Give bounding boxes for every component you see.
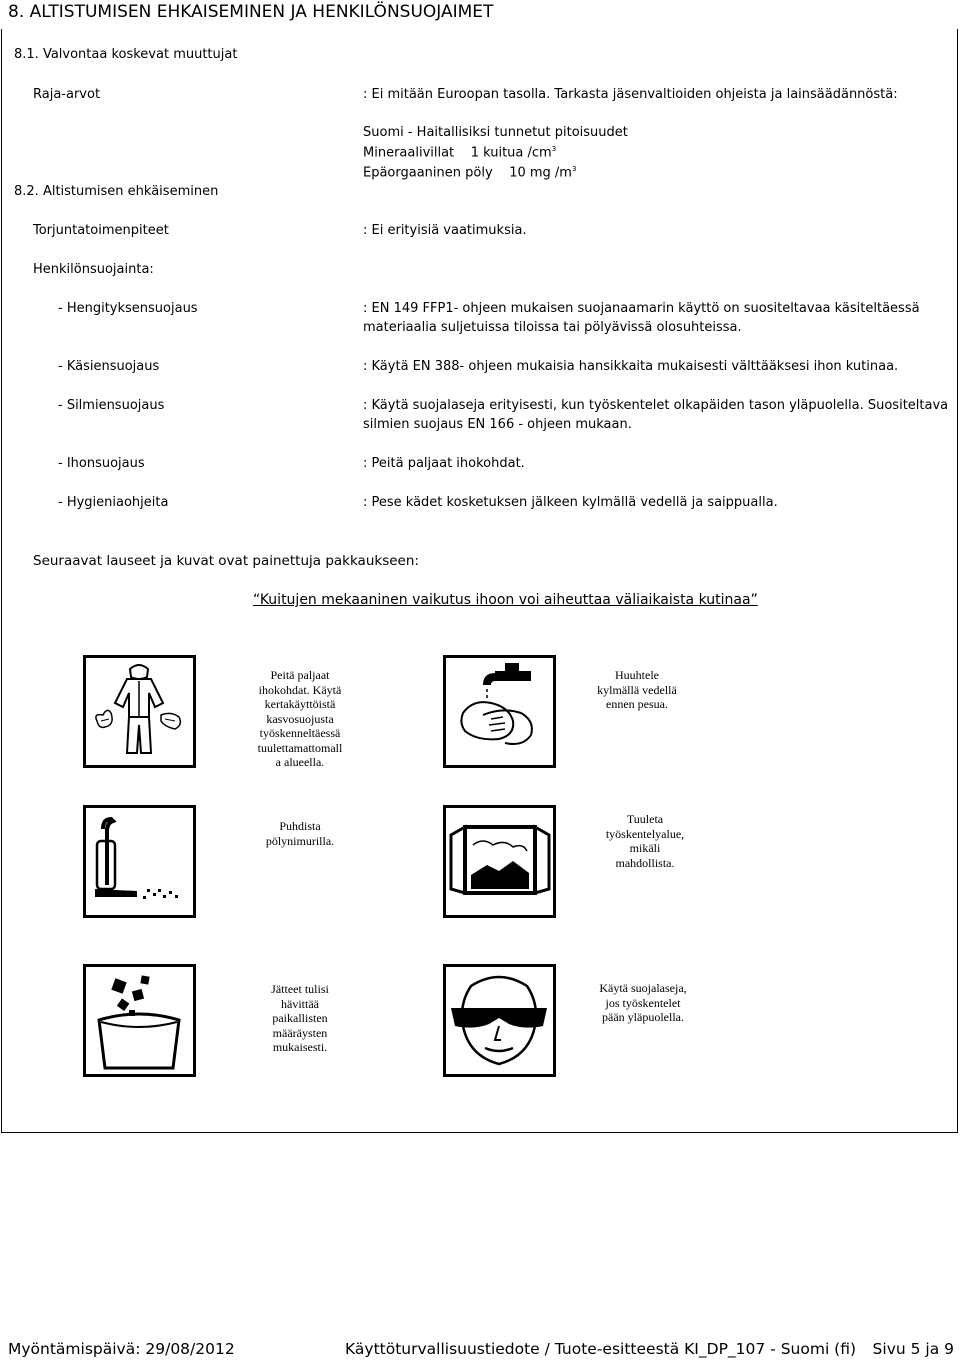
inorganic-dust-sup: 3 (571, 165, 577, 173)
vacuum-cleaner-icon (83, 805, 196, 918)
caption-line: kertakäyttöistä (264, 697, 336, 711)
open-window-icon (443, 805, 556, 918)
safety-goggles-icon (443, 964, 556, 1077)
caption-line: Käytä suojalaseja, (599, 981, 687, 995)
caption-line: mukaisesti. (272, 1040, 328, 1054)
caption-line: Peitä paljaat (270, 668, 330, 682)
caption-line: Huuhtele (615, 668, 659, 682)
caption-line: mikäli (629, 841, 661, 855)
hygiene-label: - Hygieniaohjeita (58, 495, 169, 510)
caption-line: pään yläpuolella. (602, 1010, 684, 1024)
inorganic-dust-value: 10 mg /m (509, 165, 572, 181)
goggles-caption (583, 981, 703, 1025)
respiratory-value: : EN 149 FFP1- ohjeen mukaisen suojanaamarin käyttö on suositeltavaa käsiteltäessä (363, 301, 920, 316)
caption-line: Puhdista (279, 819, 321, 833)
limits-value: : Ei mitään Euroopan tasolla. Tarkasta jäsenvaltioiden ohjeista ja lainsäädännöstä: (363, 87, 898, 102)
skin-protection-value: : Peitä paljaat ihokohdat. (363, 456, 525, 471)
limits-line-1: Suomi - Haitallisiksi tunnetut pitoisuudet (363, 125, 628, 140)
section-title: 8. ALTISTUMISEN EHKAISEMINEN JA HENKILÖNSUOJAIMET (8, 2, 494, 22)
vacuum-caption (246, 819, 354, 848)
caption-line: Tuuleta (626, 812, 664, 826)
footer-page-number: Sivu 5 ja 9 (872, 1340, 954, 1358)
hand-protection-value: : Käytä EN 388- ohjeen mukaisia hansikkaita mukaisesti välttääksesi ihon kutinaa. (363, 359, 899, 374)
respiratory-value-2: materiaalia suljetuissa tiloissa tai pölyävissä olosuhteissa. (363, 320, 742, 335)
suit-caption (246, 668, 354, 770)
protective-suit-icon (83, 655, 196, 768)
caption-line: paikallisten (272, 1011, 328, 1025)
limits-label: Raja-arvot (33, 87, 101, 102)
skin-protection-label: - Ihonsuojaus (58, 456, 145, 471)
subsection-8-1-heading: 8.1. Valvontaa koskevat muuttujat (14, 47, 238, 62)
footer-issue-date: Myöntämispäivä: 29/08/2012 (8, 1340, 235, 1358)
caption-line: hävittää (281, 996, 319, 1011)
caption-line: a alueella. (275, 755, 325, 769)
packaging-quote: “Kuitujen mekaaninen vaikutus ihoon voi aiheuttaa väliaikaista kutinaa” (253, 592, 758, 608)
hand-protection-label: - Käsiensuojaus (58, 359, 160, 374)
mineral-wool-name: Mineraalivillat (363, 145, 455, 161)
waste-bag-icon (83, 964, 196, 1077)
eye-protection-label: - Silmiensuojaus (58, 398, 165, 413)
eye-protection-value-2: silmien suojaus EN 166 - ohjeen mukaan. (363, 417, 632, 432)
wash-hands-icon (443, 655, 556, 768)
caption-line: ihokohdat. Käytä (258, 682, 342, 697)
caption-line: mahdollista. (615, 855, 675, 870)
inorganic-dust-name: Epäorgaaninen pöly (363, 165, 493, 181)
eye-protection-value: : Käytä suojalaseja erityisesti, kun työskentelet olkapäiden tason yläpuolella. Suositeltava (363, 398, 949, 413)
respiratory-label: - Hengityksensuojaus (58, 301, 198, 316)
packaging-intro: Seuraavat lauseet ja kuvat ovat painettuja pakkaukseen: (33, 553, 419, 569)
limits-line-3 (363, 165, 576, 180)
caption-line: kasvosuojusta (266, 711, 334, 726)
subsection-8-2-heading: 8.2. Altistumisen ehkäiseminen (14, 184, 219, 199)
caption-line: määräysten (272, 1025, 328, 1040)
caption-line: työskenneltäessä (259, 726, 341, 740)
caption-line: tuulettamattomall (257, 740, 343, 755)
mineral-wool-sup: 3 (551, 145, 557, 153)
caption-line: Jätteet tulisi (271, 982, 329, 996)
ppe-heading: Henkilönsuojainta: (33, 262, 154, 277)
waste-caption (246, 982, 354, 1055)
hygiene-value: : Pese kädet kosketuksen jälkeen kylmällä vedellä ja saippualla. (363, 495, 778, 510)
limits-line-2 (363, 145, 556, 160)
caption-line: työskentelyalue, (605, 826, 685, 841)
caption-line: kylmällä vedellä (597, 682, 677, 697)
caption-line: ennen pesua. (606, 697, 668, 711)
measures-value: : Ei erityisiä vaatimuksia. (363, 223, 527, 238)
caption-line: jos työskentelet (605, 995, 681, 1010)
footer-document: Käyttöturvallisuustiedote / Tuote-esitteestä KI_DP_107 - Suomi (fi) (345, 1340, 857, 1358)
mineral-wool-value: 1 kuitua /cm (470, 145, 552, 161)
measures-label: Torjuntatoimenpiteet (33, 223, 169, 238)
window-caption (591, 812, 699, 870)
wash-caption (583, 668, 691, 712)
caption-line: pölynimurilla. (265, 833, 335, 848)
